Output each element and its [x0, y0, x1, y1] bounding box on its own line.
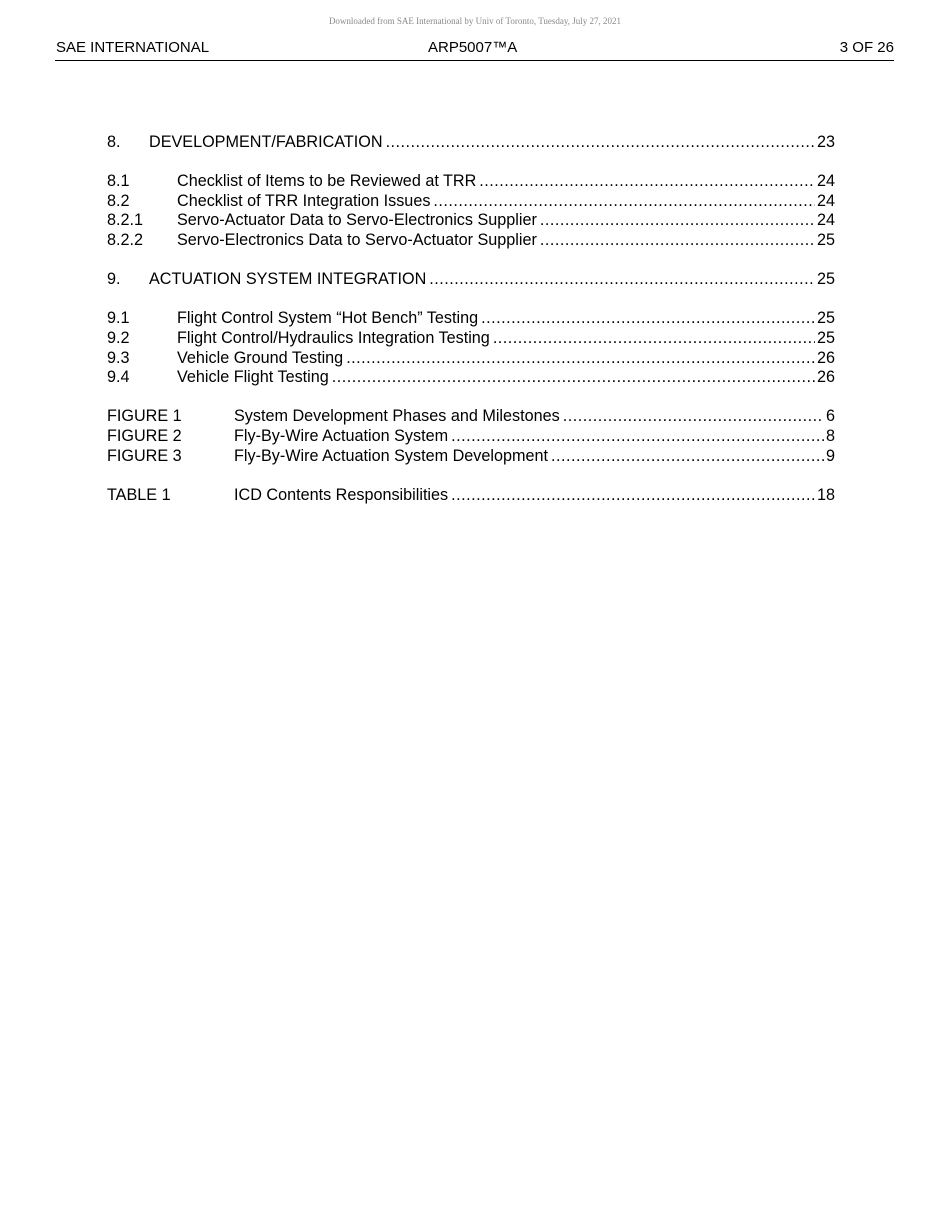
toc-title: Vehicle Ground Testing [177, 348, 344, 367]
toc-entry[interactable] [107, 270, 835, 290]
document-number: ARP5007™A [428, 39, 518, 56]
toc-number: 8.1 [107, 172, 130, 191]
page-header [55, 38, 894, 61]
figure-title: Fly-By-Wire Actuation System [234, 426, 449, 445]
toc-number: 9. [107, 270, 121, 289]
table-title: ICD Contents Responsibilities [234, 485, 449, 504]
toc-number: 9.3 [107, 348, 130, 367]
figure-number: FIGURE 2 [107, 426, 182, 445]
toc-number: 9.1 [107, 309, 130, 328]
toc-entry[interactable] [107, 231, 835, 251]
toc-page: 24 [816, 191, 835, 210]
figure-number: FIGURE 3 [107, 446, 182, 465]
figure-page: 8 [825, 426, 835, 445]
page-number: 3 OF 26 [839, 39, 894, 56]
toc-number: 9.4 [107, 368, 130, 387]
figure-title: System Development Phases and Milestones [234, 407, 560, 426]
publisher-name: SAE INTERNATIONAL [56, 39, 210, 56]
figure-page: 9 [825, 446, 835, 465]
toc-entry[interactable] [107, 172, 835, 192]
dot-leader [481, 309, 815, 329]
dot-leader [433, 192, 815, 212]
figure-page: 6 [825, 407, 835, 426]
toc-number: 9.2 [107, 328, 130, 347]
toc-title: ACTUATION SYSTEM INTEGRATION [149, 270, 427, 289]
toc-title: Flight Control System “Hot Bench” Testing [177, 309, 479, 328]
toc-page: 25 [816, 309, 835, 328]
dot-leader [429, 270, 815, 290]
toc-page: 26 [816, 368, 835, 387]
figure-entry[interactable] [107, 427, 835, 447]
dot-leader [451, 427, 824, 447]
toc-page: 26 [816, 348, 835, 367]
toc-entry[interactable] [107, 368, 835, 388]
toc-title: Checklist of Items to be Reviewed at TRR [177, 172, 477, 191]
table-of-contents [107, 133, 835, 505]
dot-leader [479, 172, 815, 192]
toc-title: Servo-Actuator Data to Servo-Electronics Supplier [177, 211, 537, 230]
toc-number: 8. [107, 133, 121, 151]
toc-page: 23 [816, 133, 835, 151]
table-page: 18 [816, 485, 835, 504]
toc-page: 24 [816, 211, 835, 230]
download-notice: Downloaded from SAE International by Univ of Toronto, Tuesday, July 27, 2021 [328, 16, 622, 26]
dot-leader [540, 231, 815, 251]
figure-entry[interactable] [107, 447, 835, 467]
dot-leader [551, 447, 824, 467]
toc-page: 25 [816, 230, 835, 249]
dot-leader [540, 211, 815, 231]
toc-title: DEVELOPMENT/FABRICATION [149, 133, 383, 151]
toc-number: 8.2 [107, 191, 130, 210]
toc-entry[interactable] [107, 329, 835, 349]
toc-page: 25 [816, 328, 835, 347]
dot-leader [332, 368, 815, 388]
figure-number: FIGURE 1 [107, 407, 182, 426]
dot-leader [346, 349, 815, 369]
dot-leader [386, 133, 815, 153]
table-number: TABLE 1 [107, 485, 171, 504]
toc-title: Servo-Electronics Data to Servo-Actuator Supplier [177, 230, 537, 249]
toc-entry[interactable] [107, 133, 835, 153]
figure-entry[interactable] [107, 407, 835, 427]
toc-title: Checklist of TRR Integration Issues [177, 191, 431, 210]
toc-title: Vehicle Flight Testing [177, 368, 329, 387]
dot-leader [451, 486, 815, 506]
toc-entry[interactable] [107, 349, 835, 369]
toc-page: 25 [816, 270, 835, 289]
dot-leader [563, 407, 824, 427]
toc-page: 24 [816, 172, 835, 191]
toc-title: Flight Control/Hydraulics Integration Testing [177, 328, 490, 347]
toc-number: 8.2.2 [107, 230, 144, 249]
figure-title: Fly-By-Wire Actuation System Development [234, 446, 548, 465]
dot-leader [493, 329, 815, 349]
toc-number: 8.2.1 [107, 211, 144, 230]
table-entry[interactable] [107, 486, 835, 506]
toc-entry[interactable] [107, 192, 835, 212]
toc-entry[interactable] [107, 309, 835, 329]
toc-entry[interactable] [107, 211, 835, 231]
